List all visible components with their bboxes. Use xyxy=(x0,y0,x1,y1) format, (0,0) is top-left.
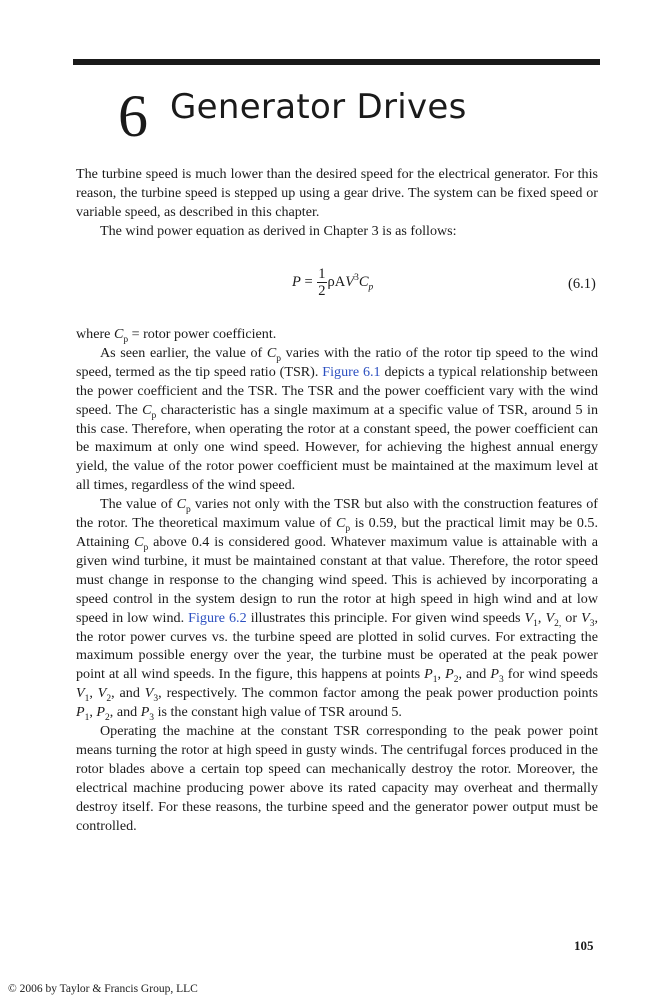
equation-number: (6.1) xyxy=(568,276,596,292)
equation-6-1 xyxy=(0,264,672,308)
page-number: 105 xyxy=(574,938,594,953)
eq-c: C xyxy=(358,273,369,290)
chapter-number: 6 xyxy=(118,83,148,149)
equation-body xyxy=(292,266,373,299)
paragraph-5: The value of $C_p$ varies not only with the TSR but also with the construction features of the rotor. The theoretical maximum value of $C_p$ is 0.59, but the practical limit may be 0.5. Attaining $C_p$ above 0.4 is considered good. Whatever maximum value is attainable with a given wind turbine, it must be maintained constant at that value. Therefore, the rotor speed must change in response to the changing wind speed. This is achieved by incorporating a speed control in the system design to run the rotor at high speed in high wind and at low speed in low wind. Figure 6.2 illustrates this principle. For given wind speeds $V_1$, $V_{2,}$ or $V_3$, the rotor power curves vs. the turbine speed are plotted in solid curves. For extracting the maximum possible energy over the year, the turbine must be operated at the peak power point at all wind speeds. In the figure, this happens at points $P_1$, $P_2$, and $P_3$ for wind speeds $V_1$, $V_2$, and $V_3$, respectively. The common factor among the peak power production points $P_1$, $P_2$, and $P_3$ is the constant high value of TSR around 5. xyxy=(76,496,599,723)
eq-equals: = xyxy=(304,273,313,290)
figure-6-1-link[interactable]: Figure 6.1 xyxy=(322,363,381,380)
paragraph-1: The turbine speed is much lower than the desired speed for the electrical generator. For this reason, the turbine speed is stepped up using a gear drive. The system can be fixed speed or variable speed, as described in this chapter. xyxy=(76,166,598,220)
chapter-title: Generator Drives xyxy=(170,87,467,127)
body-text-top xyxy=(76,165,598,241)
eq-subscript: p xyxy=(368,282,374,293)
copyright-notice: © 2006 by Taylor & Francis Group, LLC xyxy=(8,983,198,995)
top-rule xyxy=(73,59,600,65)
eq-lhs: P xyxy=(292,273,301,290)
eq-v: V xyxy=(345,273,355,290)
eq-exponent: 3 xyxy=(354,273,359,283)
paragraph-3: where $C_p$ = rotor power coefficient. xyxy=(76,326,277,345)
figure-6-2-link[interactable]: Figure 6.2 xyxy=(188,609,247,626)
eq-numerator: 1 xyxy=(318,266,326,282)
body-text-main xyxy=(76,325,598,835)
paragraph-2: The wind power equation as derived in Chapter 3 is as follows: xyxy=(100,222,457,239)
eq-rho-a: ρA xyxy=(327,273,346,290)
paragraph-6: Operating the machine at the constant TSR corresponding to the peak power point means turning the rotor at high speed in gusty winds. The centrifugal forces produced in the rotor blades above a certain top speed can mechanically destroy the rotor. Moreover, the electrical machine producing power above its rated capacity may overheat and thermally destroy itself. For these reasons, the turbine speed and the generator power output must be controlled. xyxy=(76,723,598,834)
eq-fraction xyxy=(317,266,326,299)
paragraph-4: As seen earlier, the value of $C_p$ varies with the ratio of the rotor tip speed to the wind speed, termed as the tip speed ratio (TSR). Figure 6.1 depicts a typical relationship between the power coefficient and the TSR. The TSR and the power coefficient vary with the wind speed. The $C_p$ characteristic has a single maximum at a specific value of TSR, around 5 in this case. Therefore, when operating the rotor at a constant speed, the power coefficient can be maximum at only one wind speed. However, for achieving the highest annual energy yield, the value of the rotor power coefficient must be maintained at the maximum level at all times, regardless of the wind speed. xyxy=(76,344,598,494)
eq-denominator: 2 xyxy=(318,283,326,299)
